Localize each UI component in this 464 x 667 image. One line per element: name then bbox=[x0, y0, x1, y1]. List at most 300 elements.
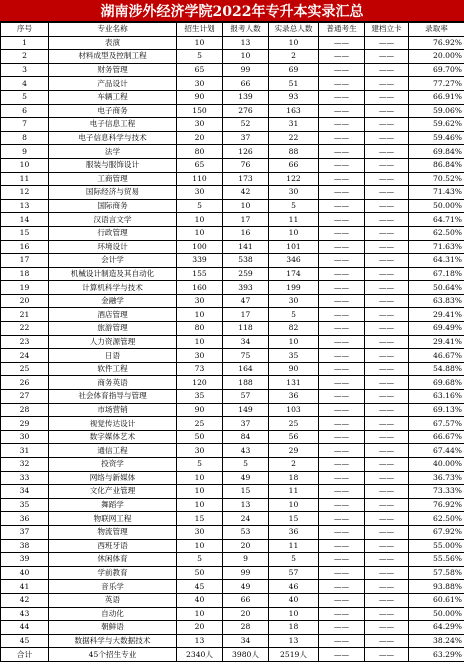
row-index-cell[interactable]: 21 bbox=[1, 308, 49, 322]
plan-cell[interactable]: 30 bbox=[177, 444, 223, 458]
major-name-cell[interactable]: 车辆工程 bbox=[49, 90, 177, 104]
plan-cell[interactable]: 10 bbox=[177, 607, 223, 621]
header-cell[interactable]: 实录总人数 bbox=[269, 23, 319, 37]
major-name-cell[interactable]: 社会体育指导与管理 bbox=[49, 390, 177, 404]
applicants-cell[interactable]: 20 bbox=[223, 539, 269, 553]
regular-cell[interactable]: —— bbox=[319, 104, 365, 118]
major-name-cell[interactable]: 投资学 bbox=[49, 458, 177, 472]
total-poverty-cell[interactable]: —— bbox=[365, 648, 409, 662]
applicants-cell[interactable]: 126 bbox=[223, 145, 269, 159]
plan-cell[interactable]: 10 bbox=[177, 335, 223, 349]
row-index-cell[interactable]: 32 bbox=[1, 458, 49, 472]
poverty-cell[interactable]: —— bbox=[365, 566, 409, 580]
row-index-cell[interactable]: 10 bbox=[1, 158, 49, 172]
row-index-cell[interactable]: 9 bbox=[1, 145, 49, 159]
plan-cell[interactable]: 120 bbox=[177, 376, 223, 390]
rate-cell[interactable]: 71.43% bbox=[409, 186, 464, 200]
major-name-cell[interactable]: 朝鲜语 bbox=[49, 621, 177, 635]
poverty-cell[interactable]: —— bbox=[365, 145, 409, 159]
regular-cell[interactable]: —— bbox=[319, 498, 365, 512]
major-name-cell[interactable]: 商务英语 bbox=[49, 376, 177, 390]
plan-cell[interactable]: 160 bbox=[177, 281, 223, 295]
total-major-name-cell[interactable]: 45个招生专业 bbox=[49, 648, 177, 662]
admitted-cell[interactable]: 163 bbox=[269, 104, 319, 118]
applicants-cell[interactable]: 42 bbox=[223, 186, 269, 200]
poverty-cell[interactable]: —— bbox=[365, 485, 409, 499]
regular-cell[interactable]: —— bbox=[319, 485, 365, 499]
rate-cell[interactable]: 64.29% bbox=[409, 621, 464, 635]
poverty-cell[interactable]: —— bbox=[365, 90, 409, 104]
rate-cell[interactable]: 29.41% bbox=[409, 308, 464, 322]
admitted-cell[interactable]: 22 bbox=[269, 131, 319, 145]
plan-cell[interactable]: 20 bbox=[177, 621, 223, 635]
poverty-cell[interactable]: —— bbox=[365, 390, 409, 404]
admitted-cell[interactable]: 11 bbox=[269, 213, 319, 227]
applicants-cell[interactable]: 139 bbox=[223, 90, 269, 104]
applicants-cell[interactable]: 37 bbox=[223, 131, 269, 145]
major-name-cell[interactable]: 环境设计 bbox=[49, 240, 177, 254]
admitted-cell[interactable]: 31 bbox=[269, 118, 319, 132]
major-name-cell[interactable]: 英语 bbox=[49, 593, 177, 607]
row-index-cell[interactable]: 31 bbox=[1, 444, 49, 458]
rate-cell[interactable]: 54.88% bbox=[409, 362, 464, 376]
applicants-cell[interactable]: 57 bbox=[223, 390, 269, 404]
major-name-cell[interactable]: 人力资源管理 bbox=[49, 335, 177, 349]
row-index-cell[interactable]: 35 bbox=[1, 498, 49, 512]
poverty-cell[interactable]: —— bbox=[365, 593, 409, 607]
plan-cell[interactable]: 50 bbox=[177, 566, 223, 580]
regular-cell[interactable]: —— bbox=[319, 376, 365, 390]
major-name-cell[interactable]: 国际经济与贸易 bbox=[49, 186, 177, 200]
header-cell[interactable]: 专业名称 bbox=[49, 23, 177, 37]
admitted-cell[interactable]: 29 bbox=[269, 444, 319, 458]
plan-cell[interactable]: 10 bbox=[177, 308, 223, 322]
total-row-index-cell[interactable]: 合计 bbox=[1, 648, 49, 662]
regular-cell[interactable]: —— bbox=[319, 471, 365, 485]
major-name-cell[interactable]: 产品设计 bbox=[49, 77, 177, 91]
major-name-cell[interactable]: 电子信息工程 bbox=[49, 118, 177, 132]
rate-cell[interactable]: 50.64% bbox=[409, 281, 464, 295]
regular-cell[interactable]: —— bbox=[319, 131, 365, 145]
poverty-cell[interactable]: —— bbox=[365, 158, 409, 172]
regular-cell[interactable]: —— bbox=[319, 444, 365, 458]
row-index-cell[interactable]: 30 bbox=[1, 430, 49, 444]
plan-cell[interactable]: 20 bbox=[177, 131, 223, 145]
admitted-cell[interactable]: 36 bbox=[269, 390, 319, 404]
plan-cell[interactable]: 10 bbox=[177, 213, 223, 227]
regular-cell[interactable]: —— bbox=[319, 213, 365, 227]
plan-cell[interactable]: 45 bbox=[177, 580, 223, 594]
rate-cell[interactable]: 62.50% bbox=[409, 226, 464, 240]
row-index-cell[interactable]: 28 bbox=[1, 403, 49, 417]
poverty-cell[interactable]: —— bbox=[365, 403, 409, 417]
admitted-cell[interactable]: 18 bbox=[269, 471, 319, 485]
rate-cell[interactable]: 36.73% bbox=[409, 471, 464, 485]
poverty-cell[interactable]: —— bbox=[365, 362, 409, 376]
applicants-cell[interactable]: 28 bbox=[223, 621, 269, 635]
poverty-cell[interactable]: —— bbox=[365, 525, 409, 539]
regular-cell[interactable]: —— bbox=[319, 294, 365, 308]
row-index-cell[interactable]: 36 bbox=[1, 512, 49, 526]
total-plan-cell[interactable]: 2340人 bbox=[177, 648, 223, 662]
plan-cell[interactable]: 30 bbox=[177, 186, 223, 200]
major-name-cell[interactable]: 休闲体育 bbox=[49, 553, 177, 567]
poverty-cell[interactable]: —— bbox=[365, 539, 409, 553]
total-admitted-cell[interactable]: 2519人 bbox=[269, 648, 319, 662]
poverty-cell[interactable]: —— bbox=[365, 512, 409, 526]
applicants-cell[interactable]: 76 bbox=[223, 158, 269, 172]
regular-cell[interactable]: —— bbox=[319, 566, 365, 580]
major-name-cell[interactable]: 日语 bbox=[49, 349, 177, 363]
applicants-cell[interactable]: 164 bbox=[223, 362, 269, 376]
admitted-cell[interactable]: 93 bbox=[269, 90, 319, 104]
poverty-cell[interactable]: —— bbox=[365, 294, 409, 308]
applicants-cell[interactable]: 141 bbox=[223, 240, 269, 254]
regular-cell[interactable]: —— bbox=[319, 512, 365, 526]
plan-cell[interactable]: 65 bbox=[177, 158, 223, 172]
admitted-cell[interactable]: 18 bbox=[269, 621, 319, 635]
plan-cell[interactable]: 15 bbox=[177, 512, 223, 526]
poverty-cell[interactable]: —— bbox=[365, 50, 409, 64]
rate-cell[interactable]: 69.84% bbox=[409, 145, 464, 159]
admitted-cell[interactable]: 2 bbox=[269, 458, 319, 472]
admitted-cell[interactable]: 10 bbox=[269, 335, 319, 349]
admitted-cell[interactable]: 5 bbox=[269, 308, 319, 322]
major-name-cell[interactable]: 市场营销 bbox=[49, 403, 177, 417]
total-rate-cell[interactable]: 63.29% bbox=[409, 648, 464, 662]
applicants-cell[interactable]: 538 bbox=[223, 254, 269, 268]
rate-cell[interactable]: 69.70% bbox=[409, 63, 464, 77]
applicants-cell[interactable]: 9 bbox=[223, 553, 269, 567]
row-index-cell[interactable]: 5 bbox=[1, 90, 49, 104]
admitted-cell[interactable]: 10 bbox=[269, 607, 319, 621]
applicants-cell[interactable]: 20 bbox=[223, 607, 269, 621]
regular-cell[interactable]: —— bbox=[319, 240, 365, 254]
rate-cell[interactable]: 69.68% bbox=[409, 376, 464, 390]
applicants-cell[interactable]: 276 bbox=[223, 104, 269, 118]
row-index-cell[interactable]: 7 bbox=[1, 118, 49, 132]
rate-cell[interactable]: 67.18% bbox=[409, 267, 464, 281]
row-index-cell[interactable]: 17 bbox=[1, 254, 49, 268]
admitted-cell[interactable]: 174 bbox=[269, 267, 319, 281]
poverty-cell[interactable]: —— bbox=[365, 186, 409, 200]
rate-cell[interactable]: 59.46% bbox=[409, 131, 464, 145]
applicants-cell[interactable]: 49 bbox=[223, 580, 269, 594]
major-name-cell[interactable]: 计算机科学与技术 bbox=[49, 281, 177, 295]
regular-cell[interactable]: —— bbox=[319, 417, 365, 431]
admitted-cell[interactable]: 101 bbox=[269, 240, 319, 254]
row-index-cell[interactable]: 37 bbox=[1, 525, 49, 539]
poverty-cell[interactable]: —— bbox=[365, 580, 409, 594]
applicants-cell[interactable]: 99 bbox=[223, 63, 269, 77]
admitted-cell[interactable]: 13 bbox=[269, 634, 319, 648]
plan-cell[interactable]: 10 bbox=[177, 226, 223, 240]
plan-cell[interactable]: 10 bbox=[177, 471, 223, 485]
major-name-cell[interactable]: 数据科学与大数据技术 bbox=[49, 634, 177, 648]
regular-cell[interactable]: —— bbox=[319, 254, 365, 268]
major-name-cell[interactable]: 金融学 bbox=[49, 294, 177, 308]
applicants-cell[interactable]: 118 bbox=[223, 322, 269, 336]
poverty-cell[interactable]: —— bbox=[365, 498, 409, 512]
rate-cell[interactable]: 59.06% bbox=[409, 104, 464, 118]
major-name-cell[interactable]: 自动化 bbox=[49, 607, 177, 621]
rate-cell[interactable]: 40.00% bbox=[409, 458, 464, 472]
admitted-cell[interactable]: 30 bbox=[269, 294, 319, 308]
rate-cell[interactable]: 67.57% bbox=[409, 417, 464, 431]
major-name-cell[interactable]: 材料成型及控制工程 bbox=[49, 50, 177, 64]
rate-cell[interactable]: 29.41% bbox=[409, 335, 464, 349]
plan-cell[interactable]: 90 bbox=[177, 403, 223, 417]
applicants-cell[interactable]: 52 bbox=[223, 118, 269, 132]
regular-cell[interactable]: —— bbox=[319, 539, 365, 553]
plan-cell[interactable]: 150 bbox=[177, 104, 223, 118]
poverty-cell[interactable]: —— bbox=[365, 172, 409, 186]
plan-cell[interactable]: 35 bbox=[177, 390, 223, 404]
applicants-cell[interactable]: 84 bbox=[223, 430, 269, 444]
poverty-cell[interactable]: —— bbox=[365, 335, 409, 349]
major-name-cell[interactable]: 文化产业管理 bbox=[49, 485, 177, 499]
admitted-cell[interactable]: 199 bbox=[269, 281, 319, 295]
major-name-cell[interactable]: 物流管理 bbox=[49, 525, 177, 539]
major-name-cell[interactable]: 机械设计制造及其自动化 bbox=[49, 267, 177, 281]
row-index-cell[interactable]: 19 bbox=[1, 281, 49, 295]
plan-cell[interactable]: 73 bbox=[177, 362, 223, 376]
major-name-cell[interactable]: 国际商务 bbox=[49, 199, 177, 213]
plan-cell[interactable]: 5 bbox=[177, 458, 223, 472]
rate-cell[interactable]: 63.16% bbox=[409, 390, 464, 404]
rate-cell[interactable]: 46.67% bbox=[409, 349, 464, 363]
admitted-cell[interactable]: 2 bbox=[269, 50, 319, 64]
plan-cell[interactable]: 100 bbox=[177, 240, 223, 254]
header-cell[interactable]: 序号 bbox=[1, 23, 49, 37]
plan-cell[interactable]: 80 bbox=[177, 145, 223, 159]
major-name-cell[interactable]: 电子商务 bbox=[49, 104, 177, 118]
row-index-cell[interactable]: 29 bbox=[1, 417, 49, 431]
admitted-cell[interactable]: 46 bbox=[269, 580, 319, 594]
header-cell[interactable]: 建档立卡 bbox=[365, 23, 409, 37]
applicants-cell[interactable]: 49 bbox=[223, 471, 269, 485]
poverty-cell[interactable]: —— bbox=[365, 322, 409, 336]
admitted-cell[interactable]: 40 bbox=[269, 593, 319, 607]
poverty-cell[interactable]: —— bbox=[365, 417, 409, 431]
rate-cell[interactable]: 67.92% bbox=[409, 525, 464, 539]
regular-cell[interactable]: —— bbox=[319, 390, 365, 404]
regular-cell[interactable]: —— bbox=[319, 593, 365, 607]
plan-cell[interactable]: 10 bbox=[177, 36, 223, 50]
row-index-cell[interactable]: 22 bbox=[1, 322, 49, 336]
poverty-cell[interactable]: —— bbox=[365, 254, 409, 268]
plan-cell[interactable]: 155 bbox=[177, 267, 223, 281]
plan-cell[interactable]: 5 bbox=[177, 50, 223, 64]
row-index-cell[interactable]: 39 bbox=[1, 553, 49, 567]
plan-cell[interactable]: 90 bbox=[177, 90, 223, 104]
admitted-cell[interactable]: 346 bbox=[269, 254, 319, 268]
row-index-cell[interactable]: 4 bbox=[1, 77, 49, 91]
plan-cell[interactable]: 50 bbox=[177, 430, 223, 444]
poverty-cell[interactable]: —— bbox=[365, 376, 409, 390]
rate-cell[interactable]: 55.00% bbox=[409, 539, 464, 553]
applicants-cell[interactable]: 259 bbox=[223, 267, 269, 281]
admitted-cell[interactable]: 51 bbox=[269, 77, 319, 91]
major-name-cell[interactable]: 电子信息科学与技术 bbox=[49, 131, 177, 145]
rate-cell[interactable]: 77.27% bbox=[409, 77, 464, 91]
poverty-cell[interactable]: —— bbox=[365, 553, 409, 567]
plan-cell[interactable]: 30 bbox=[177, 77, 223, 91]
plan-cell[interactable]: 25 bbox=[177, 417, 223, 431]
row-index-cell[interactable]: 6 bbox=[1, 104, 49, 118]
major-name-cell[interactable]: 服装与服饰设计 bbox=[49, 158, 177, 172]
row-index-cell[interactable]: 26 bbox=[1, 376, 49, 390]
major-name-cell[interactable]: 法学 bbox=[49, 145, 177, 159]
poverty-cell[interactable]: —— bbox=[365, 118, 409, 132]
applicants-cell[interactable]: 75 bbox=[223, 349, 269, 363]
regular-cell[interactable]: —— bbox=[319, 553, 365, 567]
row-index-cell[interactable]: 45 bbox=[1, 634, 49, 648]
poverty-cell[interactable]: —— bbox=[365, 77, 409, 91]
regular-cell[interactable]: —— bbox=[319, 634, 365, 648]
row-index-cell[interactable]: 43 bbox=[1, 607, 49, 621]
applicants-cell[interactable]: 13 bbox=[223, 498, 269, 512]
poverty-cell[interactable]: —— bbox=[365, 226, 409, 240]
row-index-cell[interactable]: 2 bbox=[1, 50, 49, 64]
rate-cell[interactable]: 62.50% bbox=[409, 512, 464, 526]
rate-cell[interactable]: 76.92% bbox=[409, 498, 464, 512]
rate-cell[interactable]: 64.31% bbox=[409, 254, 464, 268]
major-name-cell[interactable]: 西班牙语 bbox=[49, 539, 177, 553]
major-name-cell[interactable]: 舞蹈学 bbox=[49, 498, 177, 512]
admitted-cell[interactable]: 56 bbox=[269, 430, 319, 444]
regular-cell[interactable]: —— bbox=[319, 281, 365, 295]
plan-cell[interactable]: 30 bbox=[177, 349, 223, 363]
plan-cell[interactable]: 13 bbox=[177, 634, 223, 648]
admitted-cell[interactable]: 10 bbox=[269, 226, 319, 240]
applicants-cell[interactable]: 17 bbox=[223, 308, 269, 322]
poverty-cell[interactable]: —— bbox=[365, 213, 409, 227]
rate-cell[interactable]: 60.61% bbox=[409, 593, 464, 607]
poverty-cell[interactable]: —— bbox=[365, 308, 409, 322]
poverty-cell[interactable]: —— bbox=[365, 444, 409, 458]
poverty-cell[interactable]: —— bbox=[365, 471, 409, 485]
applicants-cell[interactable]: 10 bbox=[223, 50, 269, 64]
regular-cell[interactable]: —— bbox=[319, 349, 365, 363]
applicants-cell[interactable]: 43 bbox=[223, 444, 269, 458]
rate-cell[interactable]: 70.52% bbox=[409, 172, 464, 186]
applicants-cell[interactable]: 15 bbox=[223, 485, 269, 499]
rate-cell[interactable]: 76.92% bbox=[409, 36, 464, 50]
rate-cell[interactable]: 64.71% bbox=[409, 213, 464, 227]
rate-cell[interactable]: 55.56% bbox=[409, 553, 464, 567]
plan-cell[interactable]: 110 bbox=[177, 172, 223, 186]
plan-cell[interactable]: 10 bbox=[177, 485, 223, 499]
admitted-cell[interactable]: 66 bbox=[269, 158, 319, 172]
plan-cell[interactable]: 10 bbox=[177, 498, 223, 512]
rate-cell[interactable]: 50.00% bbox=[409, 607, 464, 621]
row-index-cell[interactable]: 23 bbox=[1, 335, 49, 349]
poverty-cell[interactable]: —— bbox=[365, 634, 409, 648]
poverty-cell[interactable]: —— bbox=[365, 349, 409, 363]
admitted-cell[interactable]: 10 bbox=[269, 498, 319, 512]
admitted-cell[interactable]: 11 bbox=[269, 539, 319, 553]
rate-cell[interactable]: 69.49% bbox=[409, 322, 464, 336]
poverty-cell[interactable]: —— bbox=[365, 458, 409, 472]
row-index-cell[interactable]: 16 bbox=[1, 240, 49, 254]
regular-cell[interactable]: —— bbox=[319, 621, 365, 635]
rate-cell[interactable]: 71.63% bbox=[409, 240, 464, 254]
row-index-cell[interactable]: 13 bbox=[1, 199, 49, 213]
row-index-cell[interactable]: 42 bbox=[1, 593, 49, 607]
header-cell[interactable]: 录取率 bbox=[409, 23, 464, 37]
applicants-cell[interactable]: 66 bbox=[223, 593, 269, 607]
major-name-cell[interactable]: 音乐学 bbox=[49, 580, 177, 594]
admitted-cell[interactable]: 36 bbox=[269, 525, 319, 539]
major-name-cell[interactable]: 汉语言文学 bbox=[49, 213, 177, 227]
applicants-cell[interactable]: 10 bbox=[223, 199, 269, 213]
regular-cell[interactable]: —— bbox=[319, 226, 365, 240]
plan-cell[interactable]: 5 bbox=[177, 553, 223, 567]
plan-cell[interactable]: 80 bbox=[177, 322, 223, 336]
row-index-cell[interactable]: 8 bbox=[1, 131, 49, 145]
major-name-cell[interactable]: 软件工程 bbox=[49, 362, 177, 376]
header-cell[interactable]: 普通考生 bbox=[319, 23, 365, 37]
plan-cell[interactable]: 65 bbox=[177, 63, 223, 77]
regular-cell[interactable]: —— bbox=[319, 199, 365, 213]
regular-cell[interactable]: —— bbox=[319, 458, 365, 472]
admitted-cell[interactable]: 131 bbox=[269, 376, 319, 390]
row-index-cell[interactable]: 38 bbox=[1, 539, 49, 553]
admitted-cell[interactable]: 82 bbox=[269, 322, 319, 336]
plan-cell[interactable]: 30 bbox=[177, 118, 223, 132]
applicants-cell[interactable]: 173 bbox=[223, 172, 269, 186]
poverty-cell[interactable]: —— bbox=[365, 63, 409, 77]
poverty-cell[interactable]: —— bbox=[365, 621, 409, 635]
applicants-cell[interactable]: 47 bbox=[223, 294, 269, 308]
regular-cell[interactable]: —— bbox=[319, 145, 365, 159]
major-name-cell[interactable]: 学前教育 bbox=[49, 566, 177, 580]
regular-cell[interactable]: —— bbox=[319, 77, 365, 91]
poverty-cell[interactable]: —— bbox=[365, 240, 409, 254]
applicants-cell[interactable]: 188 bbox=[223, 376, 269, 390]
rate-cell[interactable]: 67.44% bbox=[409, 444, 464, 458]
regular-cell[interactable]: —— bbox=[319, 430, 365, 444]
applicants-cell[interactable]: 24 bbox=[223, 512, 269, 526]
major-name-cell[interactable]: 会计学 bbox=[49, 254, 177, 268]
applicants-cell[interactable]: 393 bbox=[223, 281, 269, 295]
applicants-cell[interactable]: 17 bbox=[223, 213, 269, 227]
total-regular-cell[interactable]: —— bbox=[319, 648, 365, 662]
header-cell[interactable]: 报考人数 bbox=[223, 23, 269, 37]
regular-cell[interactable]: —— bbox=[319, 580, 365, 594]
regular-cell[interactable]: —— bbox=[319, 158, 365, 172]
admitted-cell[interactable]: 5 bbox=[269, 553, 319, 567]
row-index-cell[interactable]: 11 bbox=[1, 172, 49, 186]
row-index-cell[interactable]: 33 bbox=[1, 471, 49, 485]
major-name-cell[interactable]: 网络与新媒体 bbox=[49, 471, 177, 485]
admitted-cell[interactable]: 69 bbox=[269, 63, 319, 77]
applicants-cell[interactable]: 5 bbox=[223, 458, 269, 472]
poverty-cell[interactable]: —— bbox=[365, 607, 409, 621]
row-index-cell[interactable]: 27 bbox=[1, 390, 49, 404]
poverty-cell[interactable]: —— bbox=[365, 430, 409, 444]
regular-cell[interactable]: —— bbox=[319, 403, 365, 417]
regular-cell[interactable]: —— bbox=[319, 267, 365, 281]
plan-cell[interactable]: 30 bbox=[177, 294, 223, 308]
admitted-cell[interactable]: 103 bbox=[269, 403, 319, 417]
row-index-cell[interactable]: 24 bbox=[1, 349, 49, 363]
major-name-cell[interactable]: 通信工程 bbox=[49, 444, 177, 458]
poverty-cell[interactable]: —— bbox=[365, 36, 409, 50]
admitted-cell[interactable]: 10 bbox=[269, 36, 319, 50]
regular-cell[interactable]: —— bbox=[319, 90, 365, 104]
